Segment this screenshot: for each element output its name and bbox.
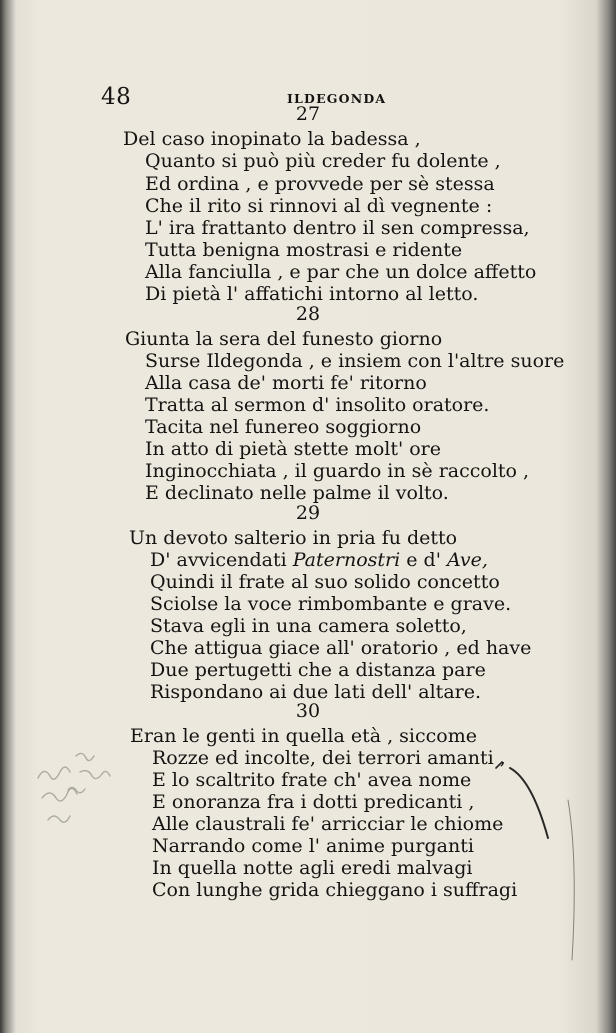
handwritten-margin-scribble: [28, 738, 120, 843]
verse-line: Di pietà l' affatichi intorno al letto.: [145, 283, 479, 305]
verse-line: Due pertugetti che a distanza pare: [150, 659, 486, 681]
verse-line: Giunta la sera del funesto giorno: [125, 328, 443, 350]
verse-line: Del caso inopinato la badessa ,: [123, 128, 421, 150]
verse-line: In quella notte agli eredi malvagi: [152, 857, 473, 879]
verse-line: E declinato nelle palme il volto.: [145, 482, 449, 504]
verse-fragment-italic: Paternostri: [292, 549, 401, 571]
verse-line: Tutta benigna mostrasi e ridente: [145, 239, 463, 261]
stanza-number: 28: [295, 303, 321, 325]
verse-line: Sciolse la voce rimbombante e grave.: [150, 593, 512, 615]
verse-line: Quindi il frate al suo solido concetto: [150, 571, 500, 593]
verse-line: Alla fanciulla , e par che un dolce affetto: [145, 261, 537, 283]
verse-line: Con lunghe grida chieggano i suffragi: [152, 879, 518, 901]
verse-line: Stava egli in una camera soletto,: [150, 615, 467, 637]
verse-line: Eran le genti in quella età , siccome: [130, 725, 477, 747]
verse-line: Quanto si può più creder fu dolente ,: [145, 150, 501, 172]
stanza-number: 30: [295, 700, 321, 722]
verse-line: Che attigua giace all' oratorio , ed have: [150, 637, 532, 659]
verse-line: E lo scaltrito frate ch' avea nome: [152, 769, 472, 791]
verse-fragment: D' avvicendati: [150, 549, 287, 571]
verse-line: Inginocchiata , il guardo in sè raccolto ,: [145, 460, 530, 482]
page-number: 48: [101, 84, 132, 110]
verse-line: Che il rito si rinnovi al dì vegnente :: [145, 195, 493, 217]
verse-line: Ed ordina , e provvede per sè stessa: [145, 173, 495, 195]
stanza-number: 29: [295, 502, 321, 524]
verse-line: [150, 549, 488, 571]
verse-line: In atto di pietà stette molt' ore: [145, 438, 442, 460]
running-title: ILDEGONDA: [287, 91, 387, 106]
verse-line: Narrando come l' anime purganti: [152, 835, 474, 857]
verse-line: L' ira frattanto dentro il sen compressa,: [145, 217, 530, 239]
verse-fragment-italic: Ave,: [446, 549, 488, 571]
verse-line: Alle claustrali fe' arricciar le chiome: [152, 813, 504, 835]
verse-line: Alla casa de' morti fe' ritorno: [145, 372, 427, 394]
verse-line: E onoranza fra i dotti predicanti ,: [152, 791, 475, 813]
stanza-number: 27: [295, 103, 321, 125]
ink-stroke-marks: [490, 740, 590, 980]
verse-line: Un devoto salterio in pria fu detto: [129, 527, 458, 549]
verse-line: Surse Ildegonda , e insiem con l'altre suore: [145, 350, 565, 372]
verse-line: Rispondano ai due lati dell' altare.: [150, 681, 482, 703]
verse-line: Tacita nel funereo soggiorno: [145, 416, 422, 438]
verse-fragment: e d': [406, 549, 441, 571]
verse-line: Rozze ed incolte, dei terrori amanti ,: [152, 747, 506, 769]
verse-line: Tratta al sermon d' insolito oratore.: [145, 394, 490, 416]
